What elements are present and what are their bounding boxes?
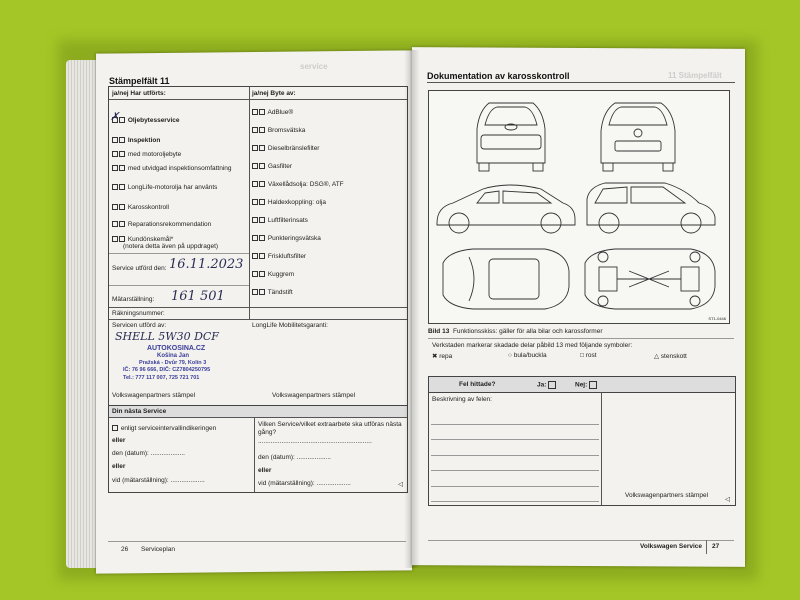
- col2-item-5[interactable]: Haldexkoppling: olja: [252, 199, 326, 206]
- check-mark: ✗: [110, 110, 120, 123]
- col1-item-4[interactable]: LongLife-motorolja har använts: [112, 184, 217, 191]
- car-outline-svg: [429, 91, 729, 323]
- right-title-rule: [427, 82, 735, 83]
- gutter-shadow: [404, 50, 420, 568]
- col2-item-2[interactable]: Dieselbränslefilter: [252, 145, 319, 152]
- longlife-label: LongLife Mobilitetsgaranti:: [252, 322, 328, 329]
- col1-header: ja/nej Har utförts:: [112, 90, 166, 97]
- col2-item-9[interactable]: Kuggrem: [252, 271, 294, 278]
- left-page-title: Stämpelfält 11: [109, 76, 170, 86]
- performed-by-label: Servicen utförd av:: [112, 322, 167, 329]
- next-service-according[interactable]: enligt serviceintervallindikeringen: [112, 425, 216, 432]
- legend-intro: Verkstaden markerar skadade delar påbild 13 med följande symboler:: [432, 342, 633, 349]
- stamp-line-4: Tel.: 777 117 007, 725 721 701: [123, 375, 200, 381]
- stamp-line-2: Pražská - Dvůr 79, Kolín 3: [139, 360, 207, 366]
- col1-item-7[interactable]: Kundönskemål*: [112, 236, 173, 243]
- left-page-number: 26: [121, 546, 129, 553]
- stamp-line-0: AUTOKOSINA.CZ: [147, 345, 206, 352]
- col1-item-6[interactable]: Reparationsrekommendation: [112, 221, 211, 228]
- col2-item-7[interactable]: Punkteringsvätska: [252, 235, 321, 242]
- service-date-label: Service utförd den:: [112, 265, 167, 272]
- figure-caption: Bild 13 Funktionsskiss: gäller för alla bilar och karossformer: [428, 328, 603, 335]
- next-service-box: [108, 405, 408, 493]
- invoice-label: Räkningsnummer:: [112, 310, 165, 317]
- col2-item-8[interactable]: Friskluftsfilter: [252, 253, 306, 260]
- mileage-value[interactable]: 161 501: [171, 289, 225, 304]
- col2-item-10[interactable]: Tändstift: [252, 289, 293, 296]
- legend-scratch: ✖ repa: [432, 353, 453, 360]
- legend-stone-chip: △ stenskott: [654, 353, 687, 360]
- next-service-right-date[interactable]: den (datum): ...................: [258, 454, 331, 461]
- next-service-or2: eller: [112, 463, 126, 470]
- col1-item-3[interactable]: med utvidgad inspektionsomfattning: [112, 165, 232, 172]
- right-footer-rule: [428, 540, 734, 541]
- partner-stamp-left: Volkswagenpartners stämpel: [112, 392, 196, 399]
- right-partner-stamp: Volkswagenpartners stämpel: [625, 492, 709, 499]
- next-service-date[interactable]: den (datum): ...................: [112, 450, 185, 457]
- col2-item-3[interactable]: Gasfilter: [252, 163, 292, 170]
- mileage-label: Mätarställning:: [112, 296, 155, 303]
- car-diagram[interactable]: [428, 90, 730, 324]
- diagram-code: ST1-0446: [708, 316, 726, 321]
- col1-item-1[interactable]: Inspektion: [112, 137, 160, 144]
- next-service-title: Din nästa Service: [112, 408, 167, 415]
- footer-divider: [706, 540, 707, 554]
- next-service-dots[interactable]: ...............................................................: [258, 438, 372, 445]
- legend-rust: □ rost: [580, 352, 597, 359]
- right-footer-section: Volkswagen Service: [640, 543, 703, 550]
- right-page-number: 27: [712, 543, 720, 550]
- no-label[interactable]: Nej:: [575, 381, 598, 389]
- yes-label[interactable]: Ja:: [537, 381, 557, 389]
- col1-item-8: (notera detta även på uppdraget): [123, 243, 219, 250]
- next-service-right-or: eller: [258, 467, 272, 474]
- next-service-or1: eller: [112, 437, 126, 444]
- col1-item-2[interactable]: med motoroljebyte: [112, 151, 181, 158]
- caption-rule: [428, 338, 734, 339]
- stamp-line-1: Košina Jan: [157, 353, 190, 359]
- col2-header: ja/nej Byte av:: [252, 90, 296, 97]
- damage-found-box: [428, 376, 736, 506]
- next-service-mileage[interactable]: vid (mätarställning): ...................: [112, 477, 205, 484]
- stamp-form: [108, 86, 408, 406]
- left-footer-section: Serviceplan: [141, 546, 175, 553]
- next-service-question: Vilken Service/vilket extraarbete ska utföras nästa gång?: [258, 421, 402, 436]
- service-date-value[interactable]: 16.11.2023: [169, 257, 244, 272]
- col1-item-5[interactable]: Karosskontroll: [112, 204, 169, 211]
- stamp-line-3: IČ: 76 96 666, DIČ: CZ7804250795: [123, 367, 211, 373]
- col2-item-0[interactable]: AdBlue®: [252, 109, 293, 116]
- right-continue-arrow-icon: ◁: [725, 496, 730, 503]
- legend-dent: ○ bula/buckla: [508, 352, 547, 359]
- description-lines[interactable]: [431, 409, 599, 502]
- continue-arrow-icon: ◁: [398, 481, 403, 488]
- description-label: Beskrivning av felen:: [432, 396, 492, 403]
- left-footer-rule: [108, 541, 406, 542]
- page-edges: [66, 60, 100, 568]
- next-service-right-mileage[interactable]: vid (mätarställning): ...................: [258, 480, 351, 487]
- col2-item-1[interactable]: Bromsvätska: [252, 127, 305, 134]
- performed-by-value[interactable]: SHELL 5W30 DCF: [115, 330, 219, 343]
- partner-stamp-right: Volkswagenpartners stämpel: [272, 392, 356, 399]
- col1-item-0[interactable]: Oljebytesservice: [112, 117, 180, 124]
- found-label: Fel hittade?: [459, 381, 496, 388]
- right-page-title: Dokumentation av karosskontroll: [427, 71, 570, 81]
- left-ghost-text: service: [300, 62, 328, 71]
- right-ghost-text: 11 Stämpelfält: [668, 71, 722, 80]
- col2-item-4[interactable]: Växellådsolja: DSG®, ATF: [252, 181, 344, 188]
- col2-item-6[interactable]: Luftfilterinsats: [252, 217, 308, 224]
